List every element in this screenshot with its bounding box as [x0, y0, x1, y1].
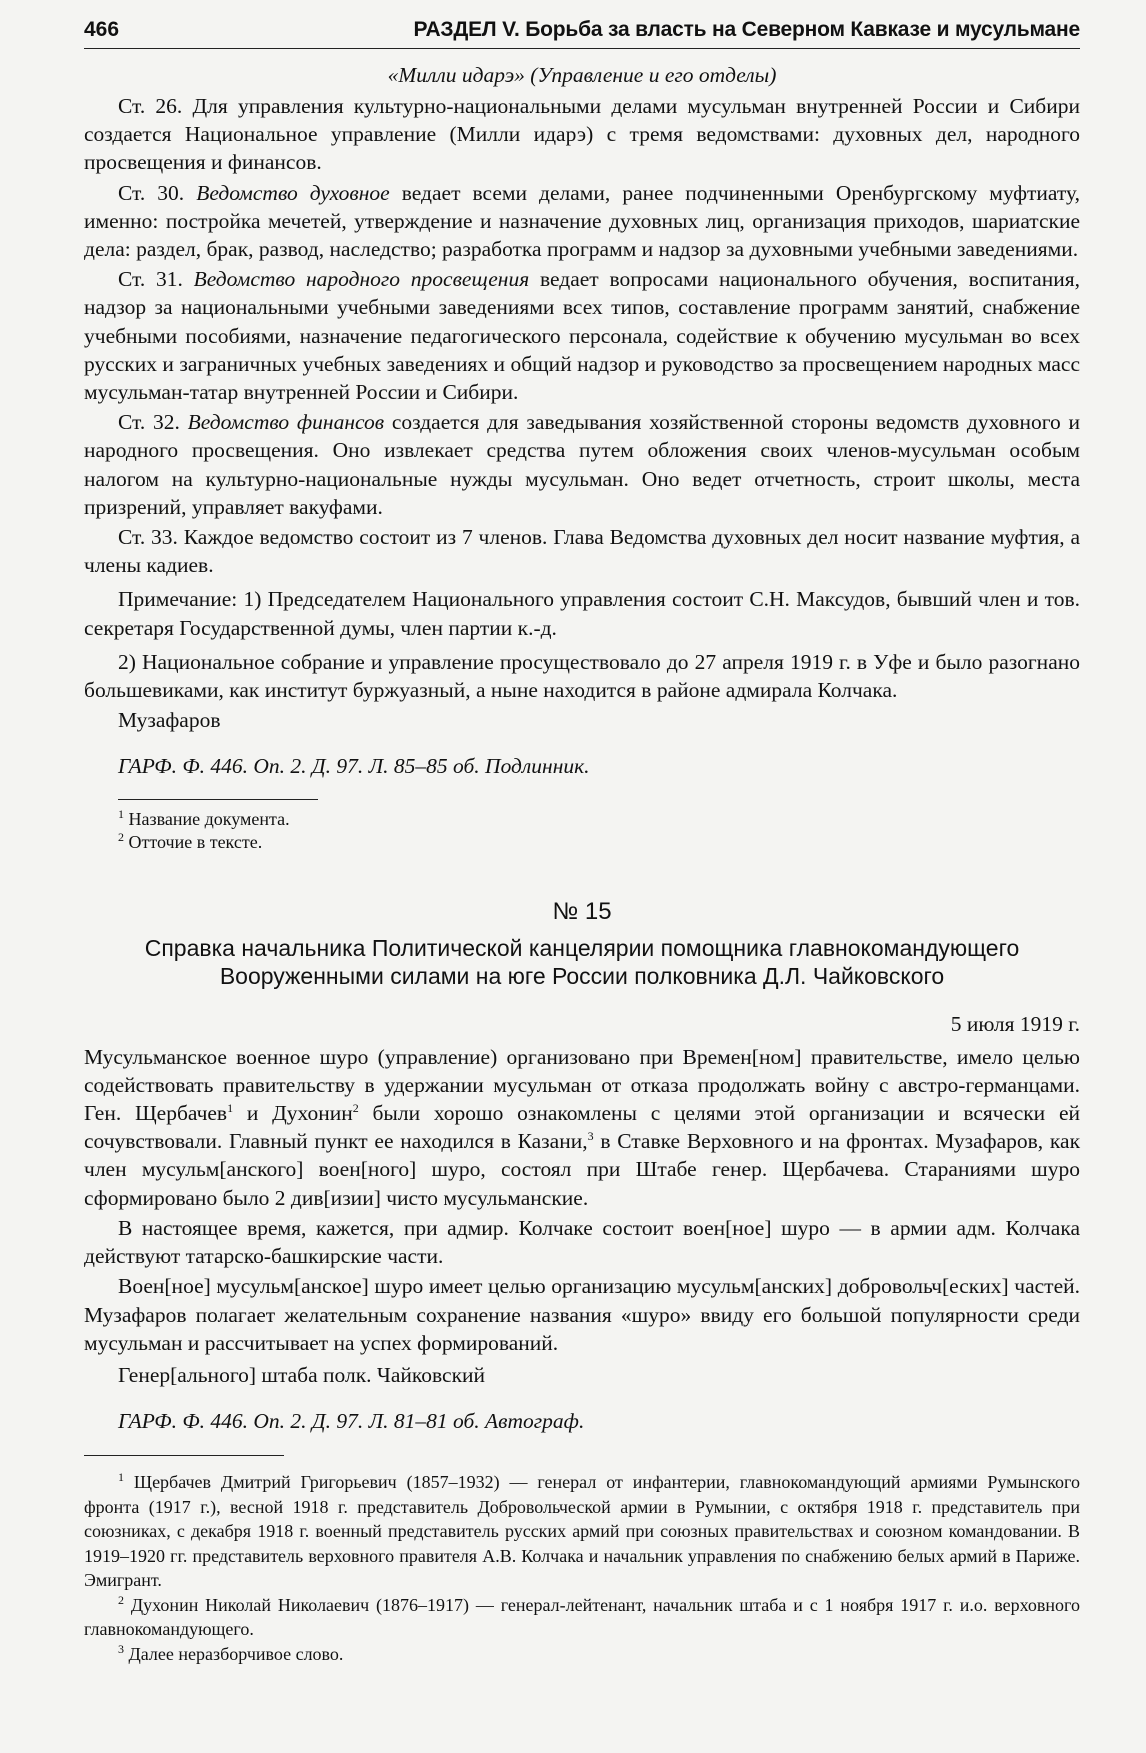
article-heading: Ведомство духовное — [196, 180, 390, 205]
footnote-illegible — [84, 1642, 1080, 1667]
archive-source-2: ГАРФ. Ф. 446. Оп. 2. Д. 97. Л. 81–81 об. Автограф. — [118, 1409, 585, 1434]
footnote-2 — [84, 831, 1080, 854]
article-text: ведает вопросами национального обучения, воспитания, надзор за национальными учебными заведениями всех типов, составление программ занятий, снабжение учебными пособиями, назначение педагогического персонала, содействие к обучению мусульман во всех русских и заграничных учебных заведениях и общий надзор и руководство за просвещением народных масс мусульман-татар внутренней России и Сибири. — [84, 267, 1080, 405]
footnote-marker: 2 — [118, 829, 124, 844]
article-heading: Ведомство финансов — [187, 410, 385, 435]
article-30 — [84, 179, 1080, 264]
footnote-marker: 1 — [118, 1470, 124, 1485]
archive-source-1: ГАРФ. Ф. 446. Оп. 2. Д. 97. Л. 85–85 об. Подлинник. — [118, 754, 590, 779]
document-title-line: Справка начальника Политической канцелярии помощника главнокомандующего — [144, 934, 1020, 961]
article-number: Ст. 31. — [118, 267, 194, 292]
article-26 — [84, 92, 1080, 177]
footnote-divider — [84, 1455, 284, 1456]
page-number: 466 — [84, 18, 120, 41]
footnote-shcherbachev — [84, 1470, 1080, 1593]
footnote-text: Отточие в тексте. — [128, 831, 263, 852]
note-1: Примечание: 1) Председателем Национального управления состоит С.Н. Максудов, бывший член и тов. секретаря Государственной думы, член партии к.-д. — [84, 587, 1080, 640]
document-title-line: Вооруженными силами на юге России полковника Д.Л. Чайковского — [219, 962, 945, 989]
footnote-1 — [84, 808, 1080, 831]
document-number: № 15 — [552, 897, 612, 925]
article-text: создается для заведывания хозяйственной стороны ведомств духовного и народного просвещения. Оно извлекает средства путем обложения своих членов-мусульман особым налогом на культурно-национальные нужды мусульман. Оно ведет отчетность, строит школы, места призрений, управляет вакуфами. — [84, 410, 1080, 519]
footnote-ref: 3 — [587, 1129, 594, 1144]
article-text: Ст. 26. Для управления культурно-национальными делами мусульман внутренней России и Сибири создается Национальное управление (Милли идарэ) с тремя ведомствами: духовных дел, народного просвещения и финансов. — [84, 94, 1080, 175]
article-number: Ст. 32. — [118, 410, 188, 435]
body-text: Мусульманское военное шуро (управление) организовано при Времен[ном] правительстве, имело целью содействовать правительству в удержании мусульман от отказа продолжать войну с австро-германцами. Ген. Щербачев — [84, 1044, 1080, 1126]
document-date: 5 июля 1919 г. — [950, 1011, 1080, 1036]
running-header — [84, 18, 1080, 49]
footnote-marker: 2 — [118, 1592, 124, 1607]
footnote-text: Духонин Николай Николаевич (1876–1917) — генерал-лейтенант, начальник штаба и с 1 ноября 1917 г. и.о. верховного главнокомандующего. — [84, 1594, 1080, 1640]
body-text: были хорошо ознакомлены с целями этой организации и всячески ей сочувствовали. Главный пункт ее находился в Казани, — [84, 1101, 1080, 1154]
footnote-divider — [118, 799, 318, 800]
footnote-marker: 3 — [118, 1641, 124, 1656]
footnote-text: Далее неразборчивое слово. — [128, 1643, 344, 1664]
body-text: и Духонин — [233, 1101, 353, 1126]
footnote-ref: 1 — [227, 1100, 234, 1115]
footnote-text: Щербачев Дмитрий Григорьевич (1857–1932) — генерал от инфантерии, главнокомандующий армиями Румынского фронта (1917 г.), весной 1918 г. представитель Добровольческой армии в Румынии, с октября 1918 г. представитель при союзниках, с декабря 1918 г. военный представитель русских армий при союзных правительствах и союзном командовании. В 1919–1920 гг. представитель верховного правителя А.В. Колчака и начальник управления по снабжению белых армий в Париже. Эмигрант. — [84, 1472, 1080, 1591]
footnote-dukhonin — [84, 1593, 1080, 1642]
article-text: ведает всеми делами, ранее подчиненными Оренбургскому муфтиату, именно: постройка мечетей, утверждение и назначение духовных лиц, организация приходов, шариатские дела: раздел, брак, развод, наследство; разработка программ и надзор за духовными учебными заведениями. — [84, 180, 1080, 262]
body-paragraph-3: Воен[ное] мусульм[анское] шуро имеет целью организацию мусульм[анских] добровольч[еских] частей. Музафаров полагает желательным сохранение названия «шуро» ввиду его большой популярности среди мусульман и рассчитывает на успех формирований. — [84, 1274, 1080, 1355]
note-2: 2) Национальное собрание и управление просуществовало до 27 апреля 1919 г. в Уфе и было разогнано большевиками, как институт буржуазный, а ныне находится в районе адмирала Колчака. — [84, 649, 1080, 703]
article-31 — [84, 265, 1080, 406]
signature-chaikovsky: Генер[ального] штаба полк. Чайковский — [118, 1362, 486, 1387]
footnote-text: Название документа. — [128, 808, 290, 829]
article-33 — [84, 523, 1080, 579]
footnote-ref: 2 — [352, 1100, 359, 1115]
footnote-marker: 1 — [118, 806, 124, 821]
document-title — [84, 934, 1080, 990]
article-32 — [84, 408, 1080, 521]
document-subtitle: «Милли идарэ» (Управление и его отделы) — [387, 63, 777, 87]
body-paragraph-1 — [84, 1043, 1080, 1212]
body-paragraph-2: В настоящее время, кажется, при адмир. Колчаке состоит воен[ное] шуро — в армии адм. Колчака действуют татарско-башкирские части. — [84, 1215, 1080, 1269]
section-title: РАЗДЕЛ V. Борьба за власть на Северном Кавказе и мусульмане — [413, 18, 1080, 41]
article-number: Ст. 30. — [118, 180, 197, 205]
body-text: в Ставке Верховного и на фронтах. Музафаров, как член мусульм[анского] воен[ного] шуро, состоял при Штабе генер. Щербачева. Стараниями шуро сформировано было 2 див[изии] чисто мусульманские. — [84, 1129, 1081, 1210]
article-text: Ст. 33. Каждое ведомство состоит из 7 членов. Глава Ведомства духовных дел носит название муфтия, а члены кадиев. — [84, 525, 1080, 578]
article-heading: Ведомство народного просвещения — [193, 267, 530, 292]
signature-muzafarov: Музафаров — [118, 708, 221, 733]
